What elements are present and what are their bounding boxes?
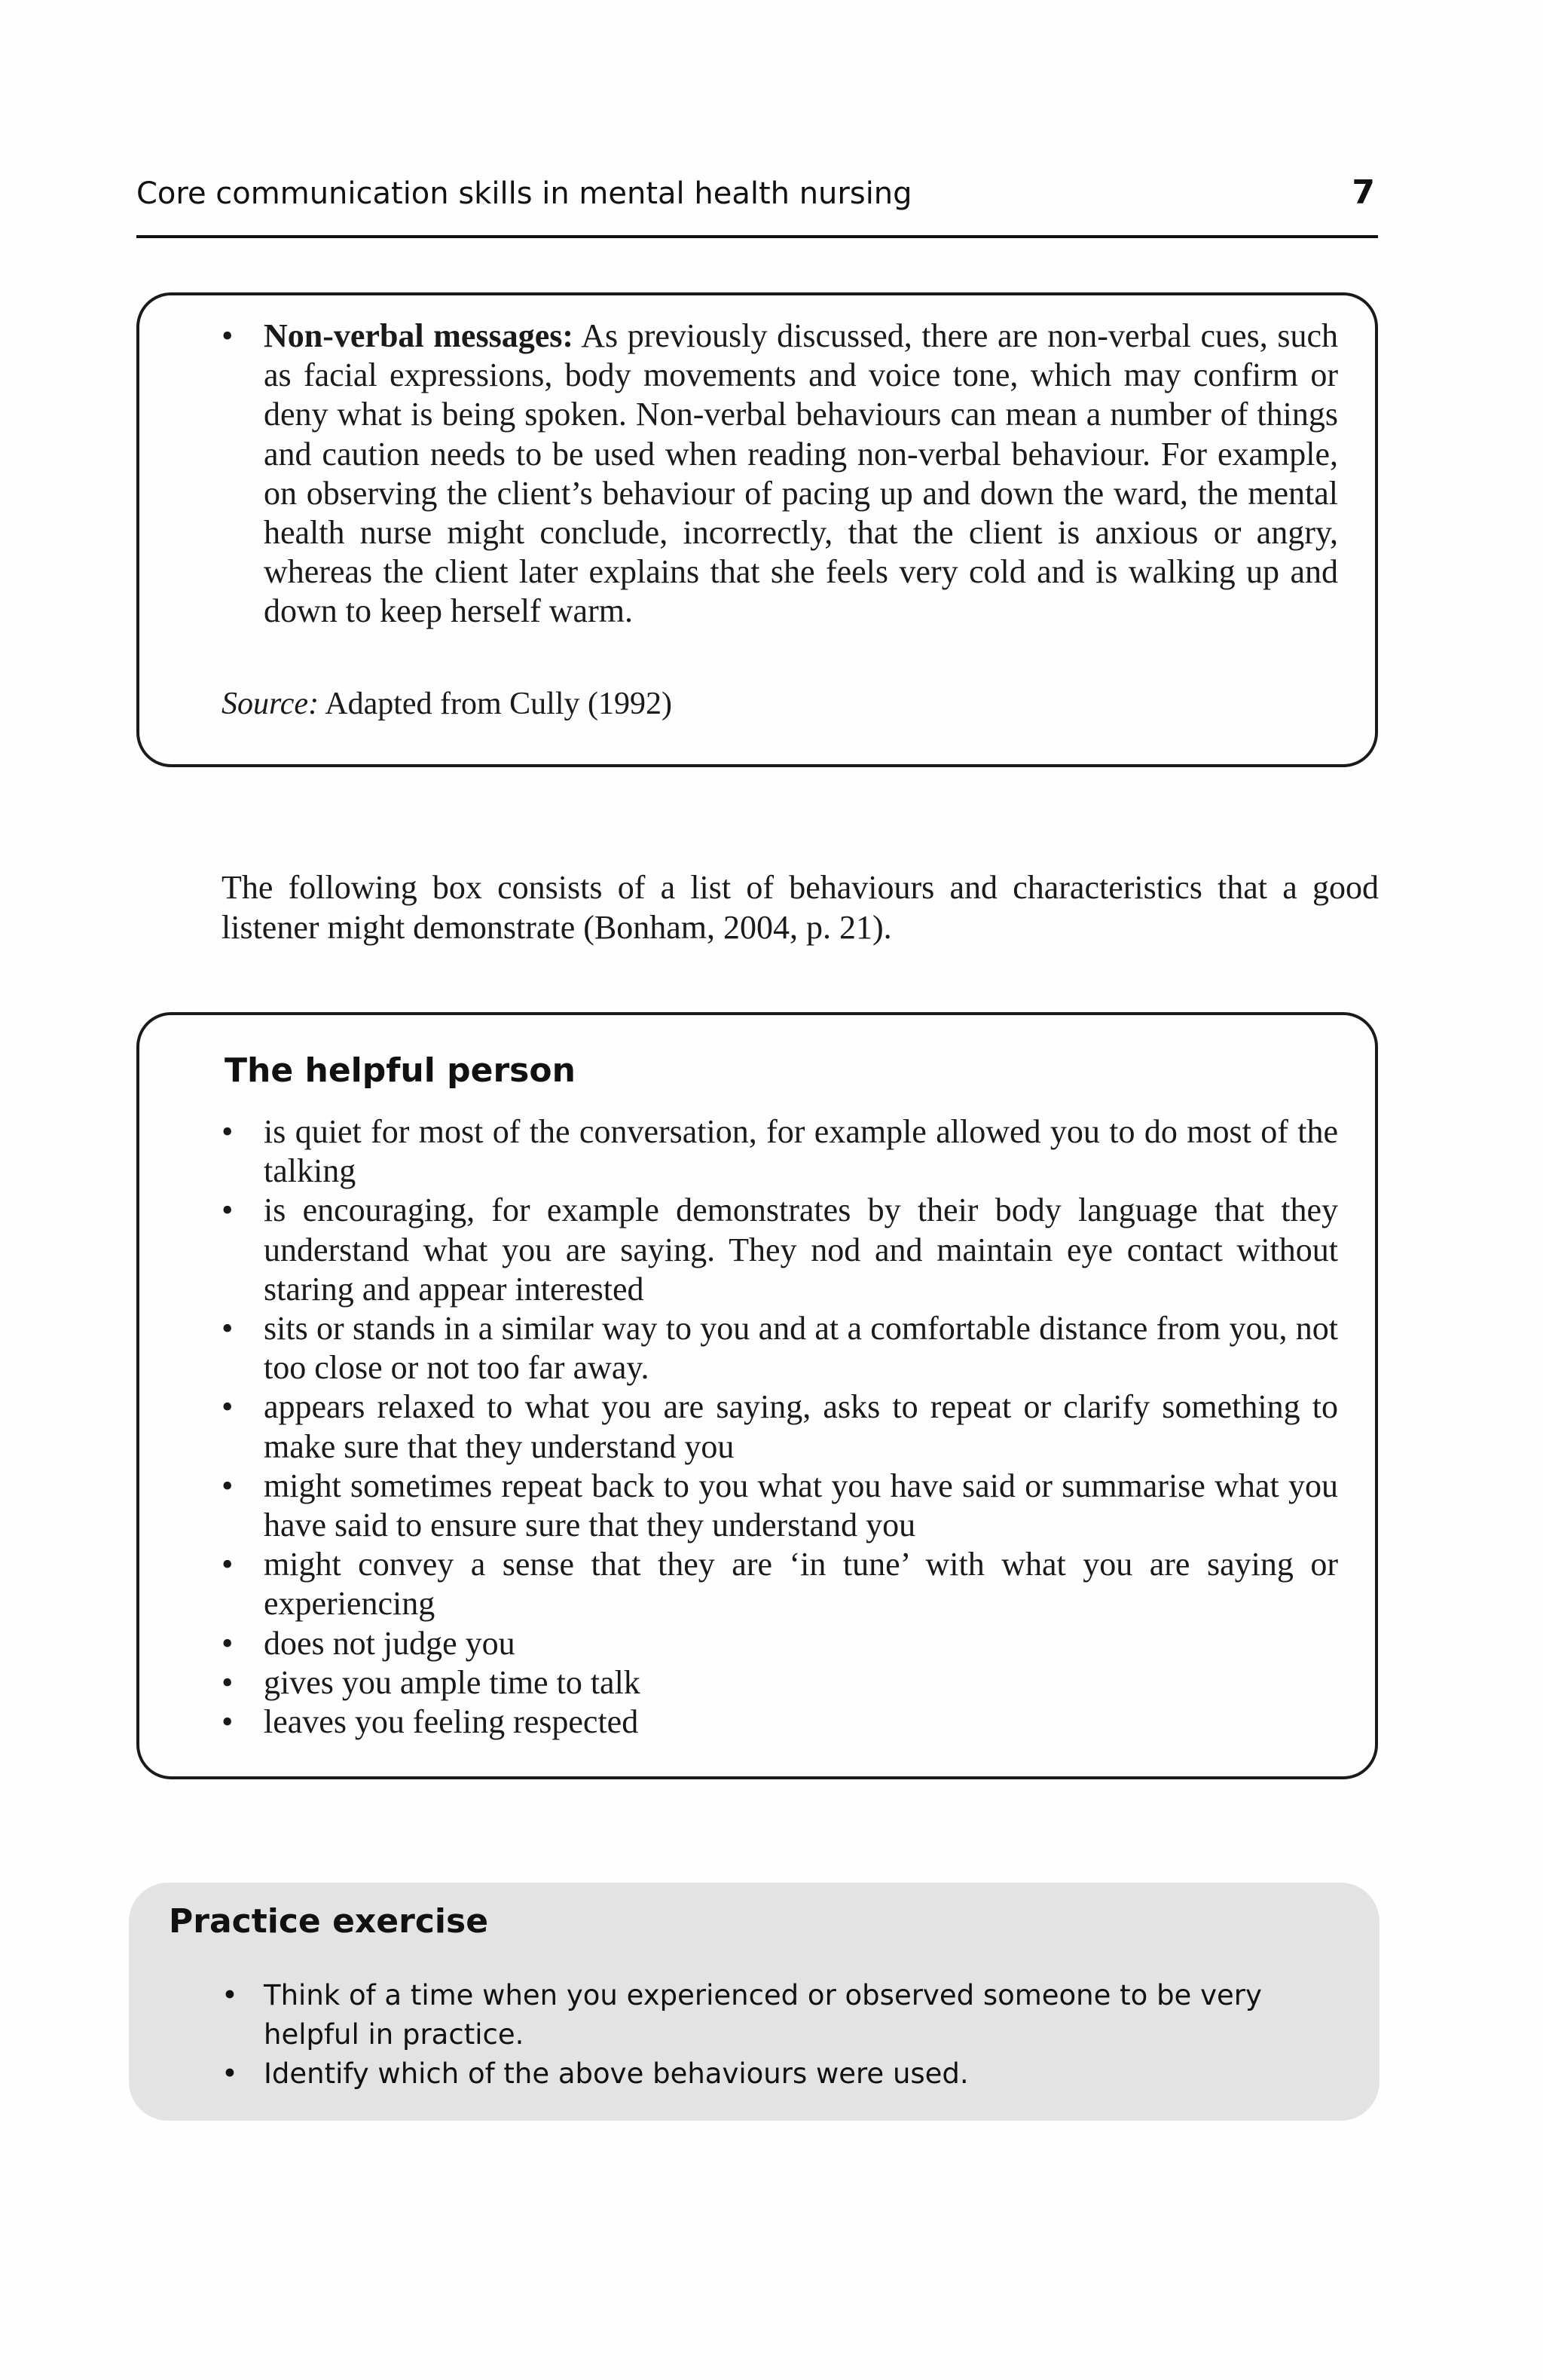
list-item: • sits or stands in a similar way to you and at a comfortable distance from you, not too close or not too far away. <box>222 1309 1338 1387</box>
nonverbal-item-lead: Non-verbal messages: <box>264 317 574 354</box>
helpful-person-title: The helpful person <box>225 1051 576 1090</box>
practice-exercise-list <box>222 1976 1337 2094</box>
source-label: Source: <box>222 687 319 721</box>
list-item: • appears relaxed to what you are saying, asks to repeat or clarify something to make sure that they understand you <box>222 1387 1338 1466</box>
list-item: • is quiet for most of the conversation, for example allowed you to do most of the talking <box>222 1112 1338 1191</box>
source-citation <box>222 685 672 723</box>
helpful-person-list <box>222 1112 1338 1742</box>
list-item: • gives you ample time to talk <box>222 1663 1338 1702</box>
list-item: • does not judge you <box>222 1624 1338 1663</box>
list-item: • Identify which of the above behaviours were used. <box>222 2054 1337 2094</box>
practice-exercise-box <box>129 1883 1380 2121</box>
running-header-title: Core communication skills in mental health nursing <box>136 176 912 211</box>
helpful-person-box <box>136 1012 1378 1779</box>
list-item: • leaves you feeling respected <box>222 1702 1338 1742</box>
nonverbal-messages-box <box>136 292 1378 767</box>
list-item: • is encouraging, for example demonstrates by their body language that they understand what you are saying. They nod and maintain eye contact without staring and appear interested <box>222 1191 1338 1309</box>
nonverbal-list <box>222 317 1338 632</box>
list-item: • might sometimes repeat back to you what you have said or summarise what you have said to ensure sure that they understand you <box>222 1467 1338 1545</box>
source-text: Adapted from Cully (1992) <box>319 687 672 721</box>
running-header <box>136 172 1378 238</box>
list-item: • might convey a sense that they are ‘in tune’ with what you are saying or experiencing <box>222 1545 1338 1623</box>
list-item: • Think of a time when you experienced or observed someone to be very helpful in practice. <box>222 1976 1337 2054</box>
practice-exercise-title: Practice exercise <box>169 1902 489 1941</box>
nonverbal-item-text: As previously discussed, there are non-verbal cues, such as facial expressions, body movements and voice tone, which may confirm or deny what is being spoken. Non-verbal behaviours can mean a number of things and caution needs to be used when reading non-verbal behaviour. For example, on observing the client’s behaviour of pacing up and down the ward, the mental health nurse might conclude, incorrectly, that the client is anxious or angry, whereas the client later explains that she feels very cold and is walking up and down to keep herself warm. <box>264 317 1338 630</box>
list-item <box>222 317 1338 632</box>
page-number: 7 <box>1352 173 1375 212</box>
intro-paragraph: The following box consists of a list of behaviours and characteristics that a good listener might demonstrate (Bonham, 2004, p. 21). <box>222 869 1379 946</box>
